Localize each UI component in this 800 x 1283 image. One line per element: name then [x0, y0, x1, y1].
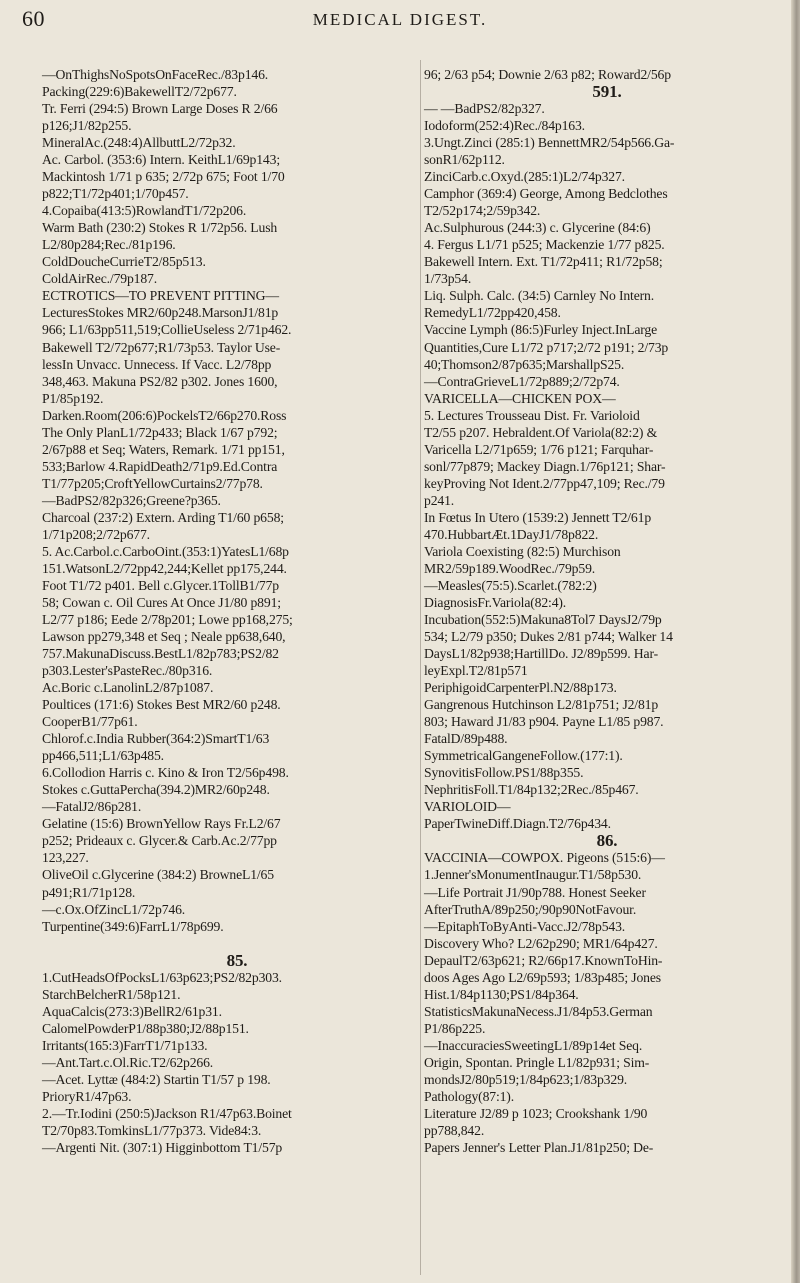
index-line: Lawson pp279,348 et Seq ; Neale pp638,640, — [42, 629, 286, 645]
index-line: CalomelPowderP1/88p380;J2/88p151. — [42, 1020, 249, 1036]
index-line: ColdAirRec./79p187. — [42, 271, 158, 287]
index-line: 5. Lectures Trousseau Dist. Fr. Varioloid — [424, 407, 640, 423]
index-line — [42, 935, 432, 952]
index-line: Foot T1/72 p401. Bell c.Glycer.1TollB1/77p — [42, 577, 279, 593]
index-line: —Ant.Tart.c.Ol.Ric.T2/62p266. — [42, 1054, 214, 1070]
index-line: —Measles(75:5).Scarlet.(782:2) — [424, 577, 597, 593]
index-line: DepaulT2/63p621; R2/66p17.KnownToHin- — [424, 952, 663, 968]
index-line: P1/85p192. — [42, 390, 104, 406]
index-line: Ac.Sulphurous (244:3) c. Glycerine (84:6) — [424, 220, 651, 236]
index-line: Discovery Who? L2/62p290; MR1/64p427. — [424, 935, 658, 951]
index-line: Darken.Room(206:6)PockelsT2/66p270.Ross — [42, 407, 287, 423]
index-line: Poultices (171:6) Stokes Best MR2/60 p248. — [42, 697, 281, 713]
index-line: T2/70p83.TomkinsL1/77p373. Vide84:3. — [42, 1122, 262, 1138]
index-line: —c.Ox.OfZincL1/72p746. — [42, 901, 186, 917]
page-number: 60 — [22, 6, 45, 31]
index-line: 2/67p88 et Seq; Waters, Remark. 1/71 pp151, — [42, 441, 285, 457]
index-line: T2/52p174;2/59p342. — [424, 203, 541, 219]
index-line: p252; Prideaux c. Glycer.& Carb.Ac.2/77pp — [42, 833, 277, 849]
index-line: sonl/77p879; Mackey Diagn.1/76p121; Shar- — [424, 458, 666, 474]
index-line: Charcoal (237:2) Extern. Arding T1/60 p658; — [42, 509, 284, 525]
index-line: Chlorof.c.India Rubber(364:2)SmartT1/63 — [42, 731, 270, 747]
index-line: SynovitisFollow.PS1/88p355. — [424, 765, 584, 781]
index-line: MineralAc.(248:4)AllbuttL2/72p32. — [42, 135, 236, 151]
index-line: 2.—Tr.Iodini (250:5)Jackson R1/47p63.Boinet — [42, 1105, 292, 1121]
index-line: sonR1/62p112. — [424, 152, 505, 168]
index-line: DaysL1/82p938;HartillDo. J2/89p599. Har- — [424, 646, 658, 662]
index-line: Literature J2/89 p 1023; Crookshank 1/90 — [424, 1105, 648, 1121]
index-line: P1/86p225. — [424, 1020, 486, 1036]
index-line: 1/71p208;2/72p677. — [42, 526, 150, 542]
page-edge — [791, 0, 800, 1283]
index-line: VARIOLOID— — [424, 799, 511, 815]
index-line: pp788,842. — [424, 1122, 485, 1138]
right-column — [424, 66, 790, 1156]
index-line: leyExpl.T2/81p571 — [424, 663, 528, 679]
index-line: —Argenti Nit. (307:1) Higginbottom T1/57p — [42, 1139, 283, 1155]
index-line: AquaCalcis(273:3)BellR2/61p31. — [42, 1003, 222, 1019]
index-line: NephritisFoll.T1/84p132;2Rec./85p467. — [424, 782, 639, 798]
index-line: Varicella L2/71p659; 1/76 p121; Farquhar- — [424, 441, 654, 457]
section-number: 86. — [596, 831, 618, 851]
index-line: Vaccine Lymph (86:5)Furley Inject.InLarge — [424, 322, 658, 338]
section-number: 85. — [226, 950, 248, 970]
index-line: The Only PlanL1/72p433; Black 1/67 p792; — [42, 424, 278, 440]
index-line: T1/77p205;CroftYellowCurtains2/77p78. — [42, 475, 263, 491]
running-title: MEDICAL DIGEST. — [312, 10, 488, 29]
index-line: —FatalJ2/86p281. — [42, 799, 142, 815]
index-line: VARICELLA—CHICKEN POX— — [424, 390, 616, 406]
index-line: —Life Portrait J1/90p788. Honest Seeker — [424, 884, 646, 900]
index-line: Stokes c.GuttaPercha(394.2)MR2/60p248. — [42, 782, 270, 798]
section-number: 591. — [592, 82, 622, 102]
index-line: Tr. Ferri (294:5) Brown Large Doses R 2/66 — [42, 101, 278, 117]
index-line: 3.Ungt.Zinci (285:1) BennettMR2/54p566.Ga- — [424, 135, 675, 151]
index-line: 470.HubbartÆt.1DayJ1/78p822. — [424, 526, 599, 542]
index-line: RemedyL1/72pp420,458. — [424, 305, 561, 321]
index-line: SymmetricalGangeneFollow.(177:1). — [424, 748, 623, 764]
index-line: Ac. Carbol. (353:6) Intern. KeithL1/69p143; — [42, 152, 280, 168]
index-line: 123,227. — [42, 850, 89, 866]
index-line: ColdDoucheCurrieT2/85p513. — [42, 254, 206, 270]
index-line: Ac.Boric c.LanolinL2/87p1087. — [42, 680, 214, 696]
index-line: ECTROTICS—TO PREVENT PITTING— — [42, 288, 279, 304]
index-line: p822;T1/72p401;1/70p457. — [42, 186, 189, 202]
index-line: Origin, Spontan. Pringle L1/82p931; Sim- — [424, 1054, 650, 1070]
index-line: Camphor (369:4) George, Among Bedclothes — [424, 186, 668, 202]
left-column — [42, 66, 432, 1156]
index-line: 6.Collodion Harris c. Kino & Iron T2/56p498. — [42, 765, 289, 781]
index-line: Gelatine (15:6) BrownYellow Rays Fr.L2/67 — [42, 816, 281, 832]
index-line: 151.WatsonL2/72pp42,244;Kellet pp175,244. — [42, 560, 287, 576]
index-line: StatisticsMakunaNecess.J1/84p53.German — [424, 1003, 653, 1019]
index-line: PrioryR1/47p63. — [42, 1088, 132, 1104]
index-line: 1.CutHeadsOfPocksL1/63p623;PS2/82p303. — [42, 969, 282, 985]
index-line: 96; 2/63 p54; Downie 2/63 p82; Roward2/56p — [424, 67, 671, 82]
index-line: In Fœtus In Utero (1539:2) Jennett T2/61p — [424, 509, 652, 525]
index-line: Packing(229:6)BakewellT2/72p677. — [42, 84, 237, 100]
index-line: VACCINIA—COWPOX. Pigeons (515:6)— — [424, 850, 665, 866]
index-line: 803; Haward J1/83 p904. Payne L1/85 p987. — [424, 714, 664, 730]
index-line: 348,463. Makuna PS2/82 p302. Jones 1600, — [42, 373, 278, 389]
index-line: L2/80p284;Rec./81p196. — [42, 237, 176, 253]
index-line: Bakewell Intern. Ext. T1/72p411; R1/72p58; — [424, 254, 663, 270]
index-line: Bakewell T2/72p677;R1/73p53. Taylor Use- — [42, 339, 281, 355]
index-line: p491;R1/71p128. — [42, 884, 136, 900]
index-line: OliveOil c.Glycerine (384:2) BrowneL1/65 — [42, 867, 274, 883]
index-line: 5. Ac.Carbol.c.CarboOint.(353:1)YatesL1/68p — [42, 543, 289, 559]
index-line: —InaccuraciesSweetingL1/89p14et Seq. — [424, 1037, 643, 1053]
index-line: Variola Coexisting (82:5) Murchison — [424, 543, 621, 559]
index-line: Quantities,Cure L1/72 p717;2/72 p191; 2/73p — [424, 339, 669, 355]
index-line: Iodoform(252:4)Rec./84p163. — [424, 118, 585, 134]
index-line: LecturesStokes MR2/60p248.MarsonJ1/81p — [42, 305, 279, 321]
index-line: Hist.1/84p1130;PS1/84p364. — [424, 986, 579, 1002]
index-line: p126;J1/82p255. — [42, 118, 132, 134]
index-line: Gangrenous Hutchinson L2/81p751; J2/81p — [424, 697, 659, 713]
index-line: 966; L1/63pp511,519;CollieUseless 2/71p462. — [42, 322, 292, 338]
index-line: —Acet. Lyttæ (484:2) Startin T1/57 p 198. — [42, 1071, 271, 1087]
index-line: Irritants(165:3)FarrT1/71p133. — [42, 1037, 208, 1053]
index-line: FatalD/89p488. — [424, 731, 508, 747]
index-line: mondsJ2/80p519;1/84p623;1/83p329. — [424, 1071, 628, 1087]
index-line: 1.Jenner'sMonumentInaugur.T1/58p530. — [424, 867, 642, 883]
index-line: Mackintosh 1/71 p 635; 2/72p 675; Foot 1/70 — [42, 169, 285, 185]
index-line: PaperTwineDiff.Diagn.T2/76p434. — [424, 816, 611, 832]
index-line: PeriphigoidCarpenterPl.N2/88p173. — [424, 680, 617, 696]
index-line: Incubation(552:5)Makuna8Tol7 DaysJ2/79p — [424, 612, 662, 627]
index-line: —ContraGrieveL1/72p889;2/72p74. — [424, 373, 620, 389]
index-line: Warm Bath (230:2) Stokes R 1/72p56. Lush — [42, 220, 278, 236]
index-line: AfterTruthA/89p250;/90p90NotFavour. — [424, 901, 637, 917]
index-line: — —BadPS2/82p327. — [424, 101, 545, 117]
index-line: Turpentine(349:6)FarrL1/78p699. — [42, 918, 224, 934]
index-line: L2/77 p186; Eede 2/78p201; Lowe pp168,275; — [42, 612, 293, 627]
index-line: 4. Fergus L1/71 p525; Mackenzie 1/77 p825. — [424, 237, 665, 253]
index-line: Liq. Sulph. Calc. (34:5) Carnley No Intern. — [424, 288, 654, 304]
index-line: StarchBelcherR1/58p121. — [42, 986, 181, 1002]
index-line: MR2/59p189.WoodRec./79p59. — [424, 560, 596, 576]
index-line: 40;Thomson2/87p635;MarshallpS25. — [424, 356, 625, 372]
index-line: 534; L2/79 p350; Dukes 2/81 p744; Walker 14 — [424, 629, 673, 645]
index-line: 757.MakunaDiscuss.BestL1/82p783;PS2/82 — [42, 646, 279, 662]
index-line: p241. — [424, 492, 455, 508]
index-line: 533;Barlow 4.RapidDeath2/71p9.Ed.Contra — [42, 458, 278, 474]
index-line: pp466,511;L1/63p485. — [42, 748, 164, 764]
index-line: doos Ages Ago L2/69p593; 1/83p485; Jones — [424, 969, 661, 985]
index-line: CooperB1/77p61. — [42, 714, 138, 730]
index-line: ZinciCarb.c.Oxyd.(285:1)L2/74p327. — [424, 169, 625, 185]
index-line: —OnThighsNoSpotsOnFaceRec./83p146. — [42, 67, 269, 82]
index-line: keyProving Not Ident.2/77pp47,109; Rec./79 — [424, 475, 665, 491]
index-line: —EpitaphToByAnti-Vacc.J2/78p543. — [424, 918, 626, 934]
index-line: Pathology(87:1). — [424, 1088, 514, 1104]
index-line: 1/73p54. — [424, 271, 472, 287]
index-line: p303.Lester'sPasteRec./80p316. — [42, 663, 213, 679]
index-line: Papers Jenner's Letter Plan.J1/81p250; De- — [424, 1139, 654, 1155]
index-line: 4.Copaiba(413:5)RowlandT1/72p206. — [42, 203, 247, 219]
index-line: 58; Cowan c. Oil Cures At Once J1/80 p891; — [42, 594, 281, 610]
index-line: lessIn Unvacc. Unnecess. If Vacc. L2/78pp — [42, 356, 272, 372]
index-line: T2/55 p207. Hebraldent.Of Variola(82:2) & — [424, 424, 658, 440]
index-line: —BadPS2/82p326;Greene?p365. — [42, 492, 221, 508]
index-line: DiagnosisFr.Variola(82:4). — [424, 594, 567, 610]
